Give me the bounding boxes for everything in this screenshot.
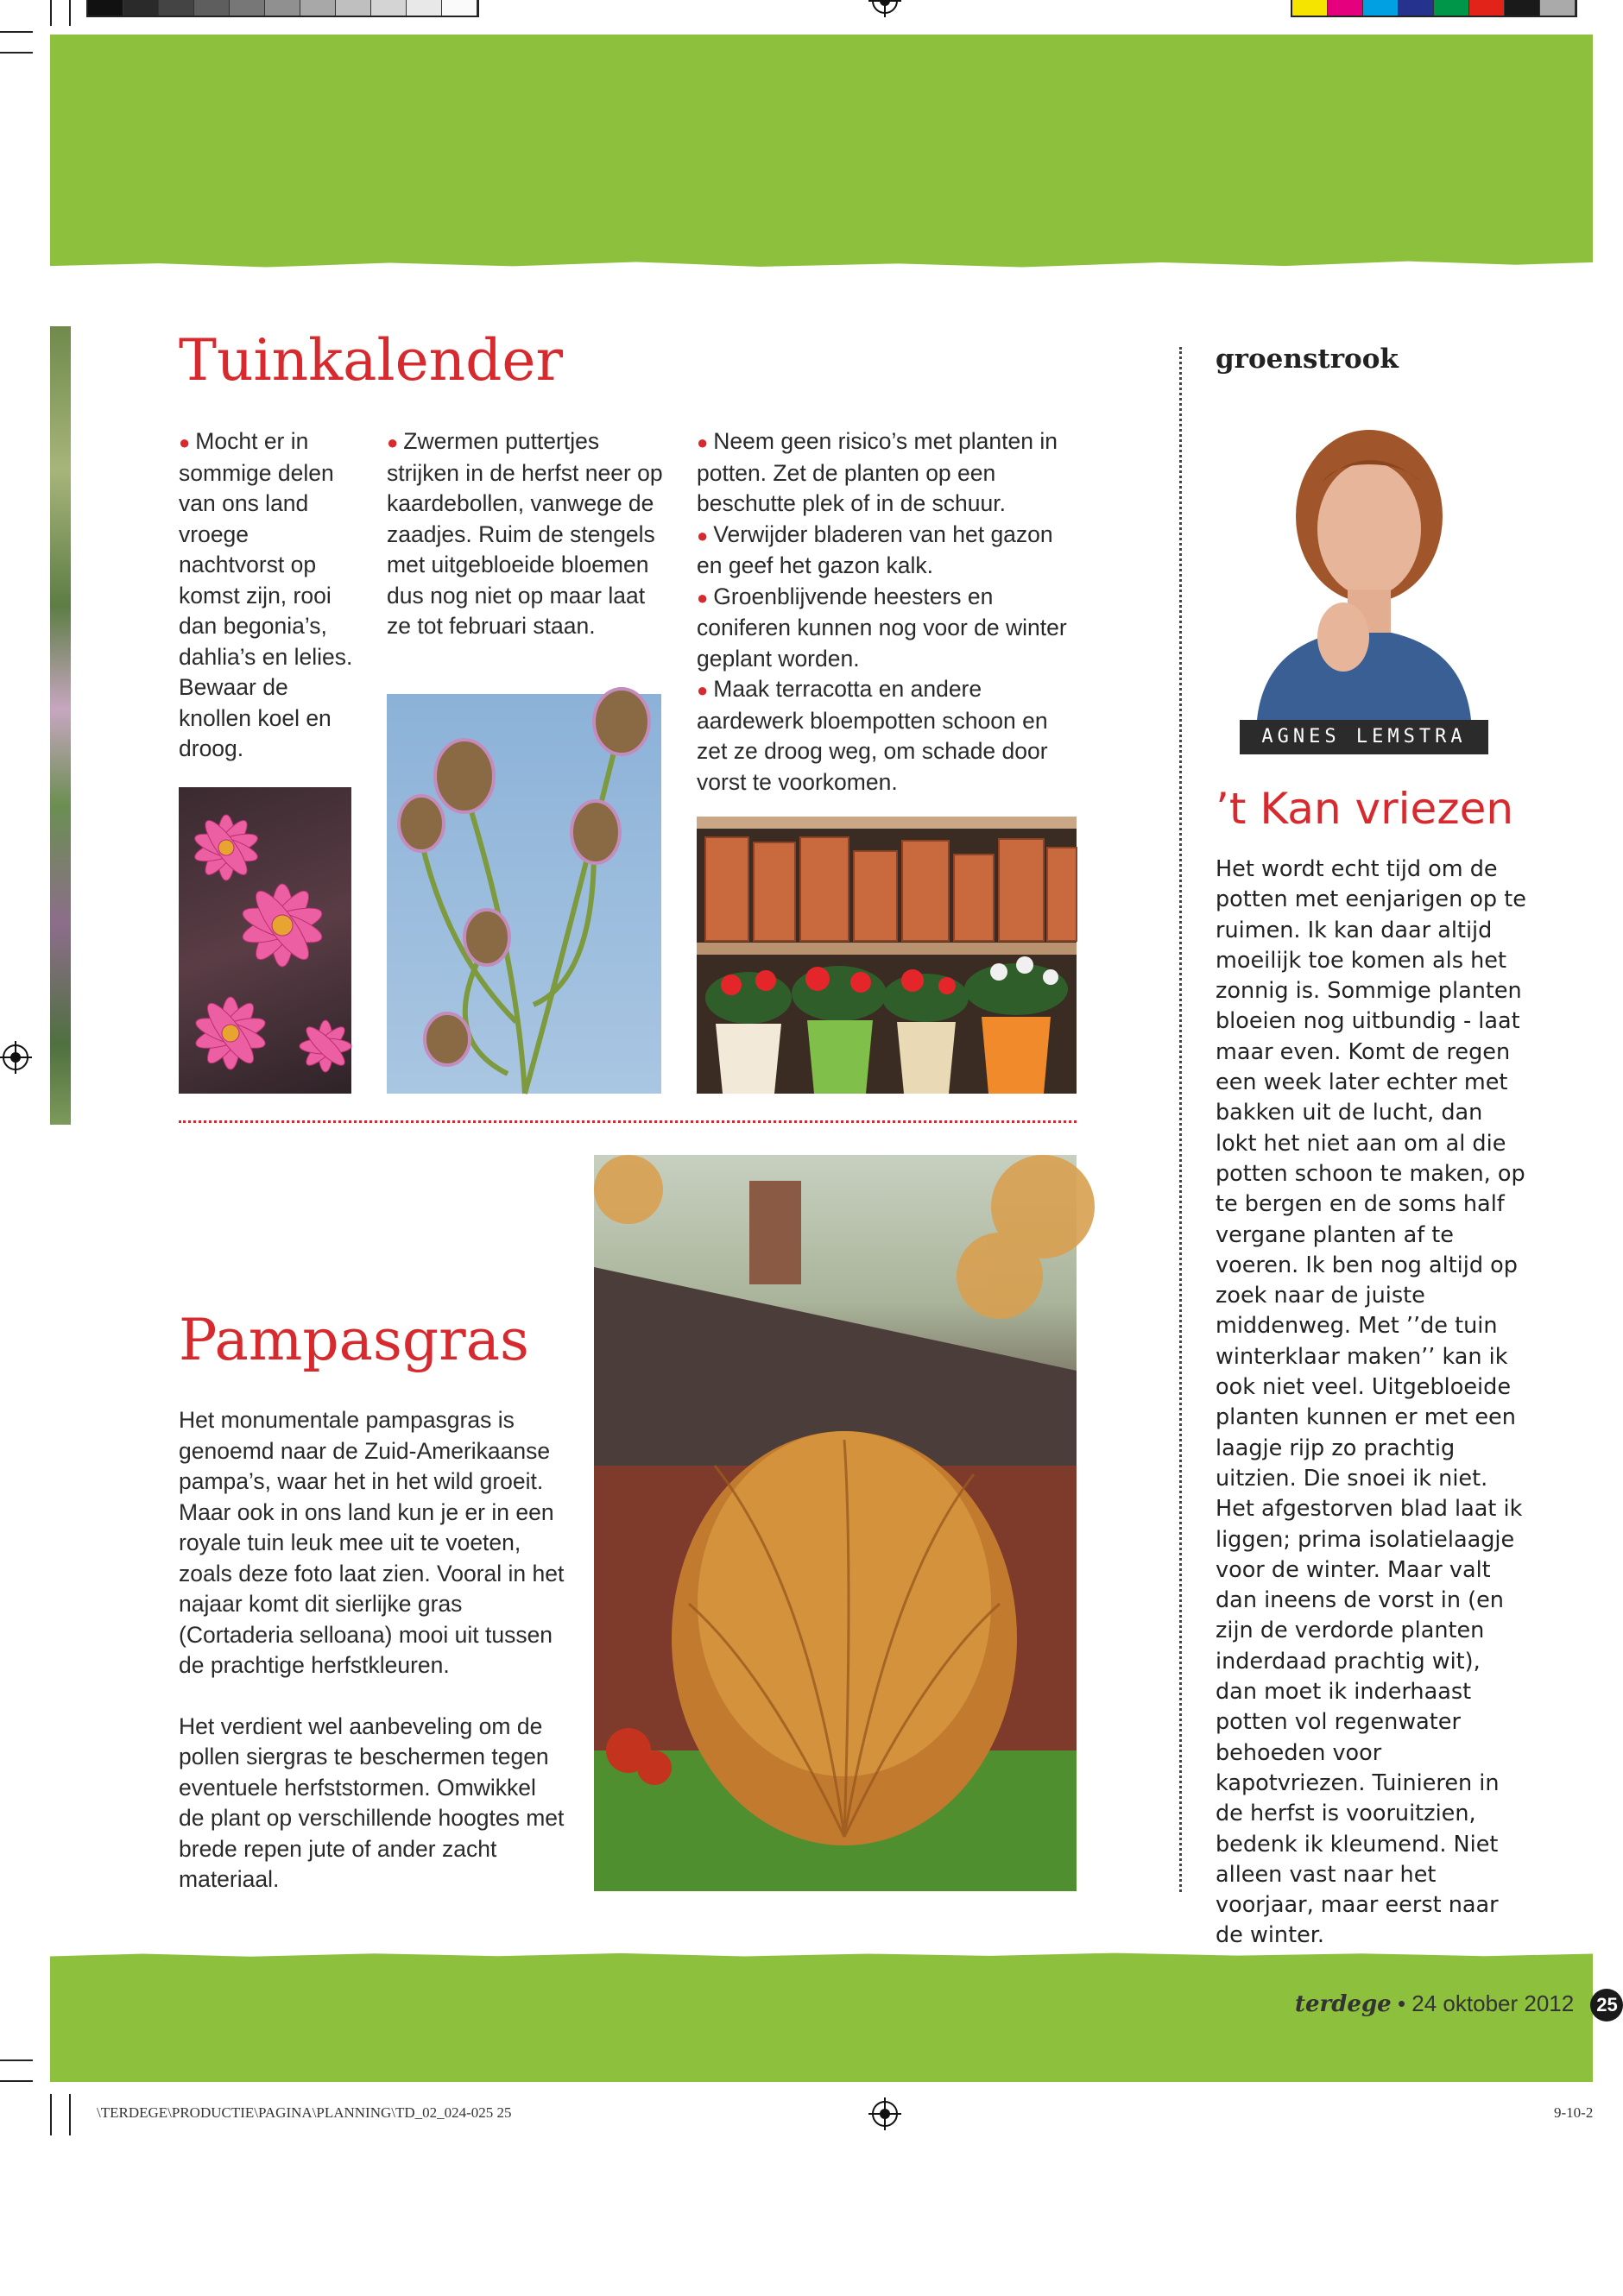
slug-date: 9-10-2	[1554, 2104, 1594, 2121]
registration-mark-bottom	[872, 2101, 898, 2127]
green-header-band	[50, 35, 1593, 272]
teasel-illustration	[387, 694, 661, 1094]
bullet-icon: ●	[697, 586, 709, 609]
slug-path: \TERDEGE\PRODUCTIE\PAGINA\PLANNING\TD_02_024-025 25	[97, 2104, 512, 2121]
tuinkalender-col2	[387, 426, 672, 642]
portrait-illustration	[1240, 421, 1488, 720]
footer-issue-info	[1295, 1989, 1623, 2022]
crop-mark	[50, 0, 52, 26]
list-item: ● Groenblijvende heesters en coniferen kunnen nog voor de winter geplant worden.	[697, 583, 1067, 672]
dahlia-photo	[179, 787, 351, 1094]
footer-brand: terdege	[1295, 1990, 1392, 2017]
grayscale-calibration-bar	[86, 0, 479, 17]
list-item: ● Neem geen risico’s met planten in potten. Zet de planten op een beschutte plek of in de schuur.	[697, 428, 1058, 516]
color-calibration-bar	[1291, 0, 1577, 17]
bullet-icon: ●	[179, 432, 191, 453]
terracotta-pots-photo	[697, 817, 1077, 1094]
registration-mark-left	[3, 1044, 28, 1070]
list-item: ● Verwijder bladeren van het gazon en geef het gazon kalk.	[697, 520, 1053, 578]
pampas-grass-photo	[594, 1155, 1077, 1891]
crop-mark	[0, 52, 33, 54]
bullet-icon: ●	[387, 432, 399, 453]
teasel-photo	[387, 694, 661, 1094]
pampasgras-paragraph-1: Het monumentale pampasgras is genoemd naar de Zuid-Amerikaanse pampa’s, waar het in het wild groeit. Maar ook in ons land kun je er in een royale tuin leuk mee uit te voeten, zoals deze foto laat zien. Vooral in het najaar komt dit sierlijke gras (Cortaderia selloana) mooi uit tussen de prachtige herfstkleuren.	[179, 1407, 565, 1678]
tuinkalender-col3	[697, 426, 1081, 798]
column-body: Het wordt echt tijd om de potten met eenjarigen op te ruimen. Ik kan daar altijd moeilijk toe komen als het zonnig is. Sommige planten bloeien nog uitbundig - laat maar even. Komt de regen een week later echter met bakken uit de lucht, dan lokt het niet aan om al die potten schoon te maken, op te bergen en de soms half vergane planten af te voeren. Ik ben nog altijd op zoek naar de juiste middenweg. Met ’’de tuin winterklaar maken’’ kan ik ook niet veel. Uitgebloeide planten kunnen er met een laagje rijp zo prachtig uitzien. Die snoei ik niet. Het afgestorven blad laat ik liggen; prima isolatielaagje voor de winter. Maar valt dan ineens de vorst in (en zijn de verdorde planten inderdaad prachtig wit), dan moet ik inderhaast potten vol regenwater behoeden voor kapotvriezen. Tuinieren in de herfst is vooruitzien, bedenk ik kleumend. Niet alleen vast naar het voorjaar, maar eerst naar de winter.	[1216, 856, 1526, 1949]
pampasgras-paragraph-2: Het verdient wel aanbeveling om de pollen siergras te beschermen tegen eventuele herfststormen. Omwikkel de plant op verschillende hoogtes met brede repen jute of ander zacht materiaal.	[179, 1713, 565, 1892]
author-portrait	[1240, 421, 1488, 720]
section-label: groenstrook	[1216, 344, 1399, 375]
column-title: ’t Kan vriezen	[1216, 784, 1514, 834]
crop-mark	[50, 2094, 52, 2135]
footer-separator: •	[1397, 1990, 1406, 2016]
crop-mark	[0, 2080, 33, 2082]
pampasgras-title: Pampasgras	[179, 1307, 529, 1373]
crop-mark	[69, 0, 71, 26]
footer-date: 24 oktober 2012	[1411, 1990, 1575, 2016]
section-divider	[179, 1120, 1077, 1123]
tuinkalender-col1	[179, 426, 356, 765]
pampasgras-text	[179, 1405, 567, 1895]
tuinkalender-title: Tuinkalender	[179, 327, 564, 394]
bullet-icon: ●	[697, 524, 709, 546]
author-nameplate: AGNES LEMSTRA	[1240, 720, 1488, 754]
page-number: 25	[1590, 1989, 1623, 2022]
col1-text: Mocht er in sommige delen van ons land vroege nachtvorst op komst zijn, rooi dan begonia’s, dahlia’s en lelies. Bewaar de knollen koel en droog.	[179, 428, 353, 761]
dahlia-illustration	[179, 787, 351, 1094]
crop-mark	[0, 2059, 33, 2061]
pampas-illustration	[594, 1155, 1077, 1891]
left-edge-photo-strip	[50, 326, 71, 1125]
registration-mark-top	[872, 0, 898, 14]
crop-mark	[69, 2094, 71, 2135]
col2-text: Zwermen puttertjes strijken in de herfst neer op kaardebollen, vanwege de zaadjes. Ruim de stengels met uitgebloeide bloemen dus nog niet op maar laat ze tot februari staan.	[387, 428, 663, 639]
list-item: ● Maak terracotta en andere aardewerk bloempotten schoon en zet ze droog weg, om schade door vorst te voorkomen.	[697, 676, 1048, 795]
column-divider	[1179, 347, 1182, 1892]
bullet-icon: ●	[697, 679, 709, 701]
bullet-icon: ●	[697, 432, 709, 453]
pots-illustration	[697, 817, 1077, 1094]
crop-mark	[0, 31, 33, 33]
